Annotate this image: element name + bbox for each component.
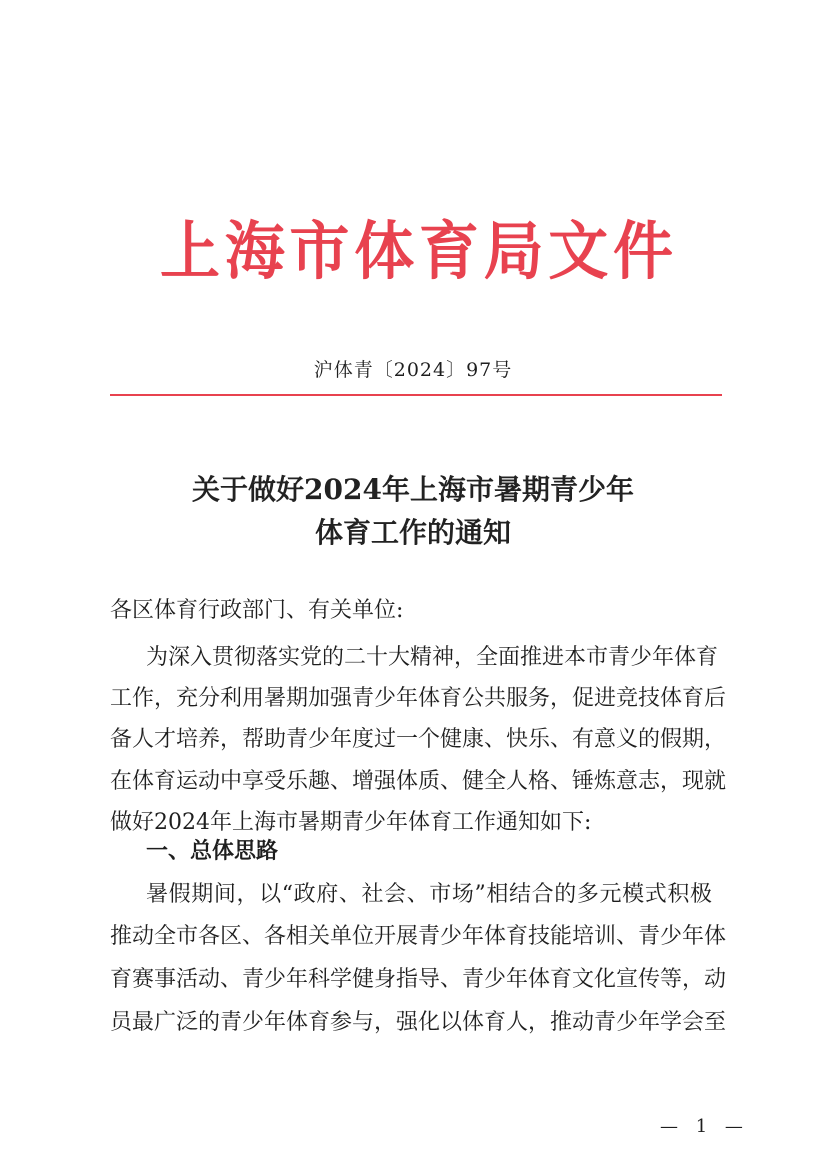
document-number: 沪体青〔2024〕97号: [313, 359, 513, 381]
page-number: — 1 —: [660, 1116, 749, 1137]
document-title-line-1: 关于做好2024年上海市暑期青少年: [192, 473, 634, 506]
section-heading: 一、总体思路: [146, 839, 279, 864]
paragraph-line: 暑假期间，以“政府、社会、市场”相结合的多元模式积极: [146, 882, 712, 907]
paragraph-line: 为深入贯彻落实党的二十大精神，全面推进本市青少年体育: [146, 645, 719, 670]
document-title-line-2: 体育工作的通知: [314, 516, 511, 549]
paragraph-line: 员最广泛的青少年体育参与，强化以体育人，推动青少年学会至: [110, 1010, 727, 1035]
paragraph-line: 备人才培养，帮助青少年度过一个健康、快乐、有意义的假期，: [110, 727, 727, 752]
paragraph-line: 做好2024年上海市暑期青少年体育工作通知如下:: [110, 810, 592, 835]
paragraph-line: 工作，充分利用暑期加强青少年体育公共服务，促进竞技体育后: [110, 686, 727, 711]
red-divider: [110, 394, 722, 396]
document-masthead: 上海市体育局文件: [160, 215, 675, 289]
paragraph-line: 推动全市各区、各相关单位开展青少年体育技能培训、青少年体: [110, 924, 727, 949]
paragraph-line: 育赛事活动、青少年科学健身指导、青少年体育文化宣传等，动: [110, 967, 727, 992]
paragraph-line: 在体育运动中享受乐趣、增强体质、健全人格、锤炼意志，现就: [110, 769, 727, 794]
salutation: 各区体育行政部门、有关单位:: [110, 598, 404, 623]
